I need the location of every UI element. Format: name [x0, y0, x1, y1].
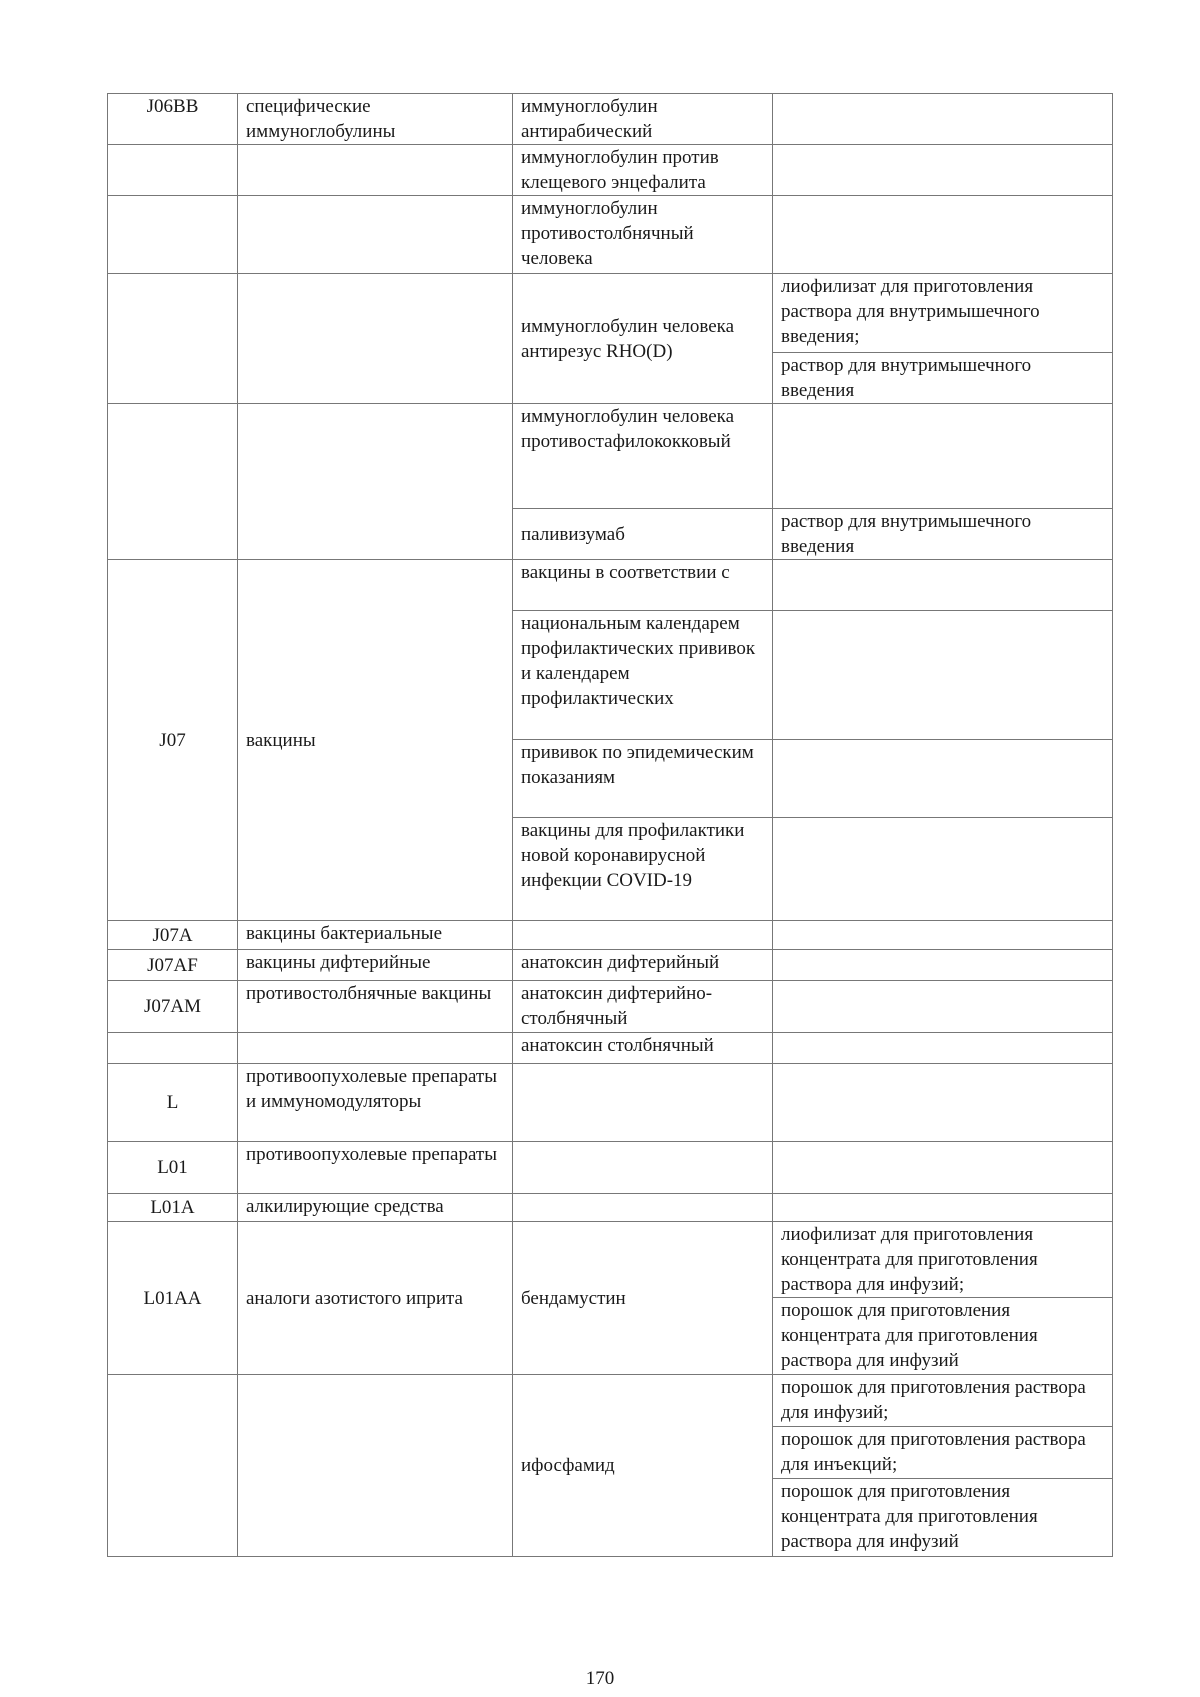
atc-code: J07A: [108, 921, 238, 950]
atc-code: L01A: [108, 1194, 238, 1222]
dosage-form: порошок для приготовления концентрата для приготовления раствора для инфузий: [773, 1479, 1113, 1557]
atc-group: специфические иммуноглобулины: [238, 94, 513, 145]
atc-group: [238, 404, 513, 560]
drug-name: анатоксин дифтерийный: [513, 950, 773, 981]
table-row: [108, 145, 1113, 196]
table-row: [108, 560, 1113, 611]
atc-code: [108, 1375, 238, 1557]
dosage-form: [773, 921, 1113, 950]
table-row: [108, 981, 1113, 1033]
dosage-form: лиофилизат для приготовления раствора для внутримышечного введения;: [773, 274, 1113, 353]
table-row: [108, 274, 1113, 353]
dosage-form: [773, 196, 1113, 274]
table-row: [108, 1033, 1113, 1064]
drug-name: паливизумаб: [513, 509, 773, 560]
drug-name: [513, 1142, 773, 1194]
drug-name: прививок по эпидемическим показаниям: [513, 740, 773, 818]
dosage-form: [773, 560, 1113, 611]
table-row: [108, 1222, 1113, 1298]
dosage-form: [773, 981, 1113, 1033]
dosage-form: [773, 145, 1113, 196]
table-row: [108, 1194, 1113, 1222]
dosage-form: лиофилизат для приготовления концентрата для приготовления раствора для инфузий;: [773, 1222, 1113, 1298]
table-row: [108, 1064, 1113, 1142]
drug-name: [513, 1194, 773, 1222]
drug-name: анатоксин дифтерийно-столбнячный: [513, 981, 773, 1033]
atc-group: вакцины дифтерийные: [238, 950, 513, 981]
dosage-form: [773, 1194, 1113, 1222]
atc-group: противоопухолевые препараты: [238, 1142, 513, 1194]
table-row: [108, 921, 1113, 950]
dosage-form: [773, 1064, 1113, 1142]
table-row: [108, 1142, 1113, 1194]
dosage-form: порошок для приготовления раствора для инфузий;: [773, 1375, 1113, 1427]
atc-code: J07AM: [108, 981, 238, 1033]
drug-name: иммуноглобулин противостолбнячный человека: [513, 196, 773, 274]
dosage-form: [773, 818, 1113, 921]
atc-group: противостолбнячные вакцины: [238, 981, 513, 1033]
atc-group: [238, 196, 513, 274]
dosage-form: [773, 611, 1113, 740]
dosage-form: раствор для внутримышечного введения: [773, 353, 1113, 404]
drug-name: бендамустин: [513, 1222, 773, 1375]
drug-name: иммуноглобулин человека антирезус RHO(D): [513, 274, 773, 404]
drug-list-table: [107, 93, 1113, 1557]
table-row: [108, 404, 1113, 509]
drug-name: иммуноглобулин против клещевого энцефалита: [513, 145, 773, 196]
atc-code: [108, 1033, 238, 1064]
atc-code: [108, 145, 238, 196]
atc-code: J07: [108, 560, 238, 921]
drug-name: вакцины для профилактики новой коронавирусной инфекции COVID-19: [513, 818, 773, 921]
table-row: [108, 196, 1113, 274]
drug-name: иммуноглобулин человека противостафилококковый: [513, 404, 773, 509]
page-number: 170: [585, 1668, 615, 1689]
drug-name: иммуноглобулин антирабический: [513, 94, 773, 145]
dosage-form: раствор для внутримышечного введения: [773, 509, 1113, 560]
atc-code: J07AF: [108, 950, 238, 981]
atc-code: J06BB: [108, 94, 238, 145]
atc-group: противоопухолевые препараты и иммуномодуляторы: [238, 1064, 513, 1142]
drug-name: [513, 1064, 773, 1142]
dosage-form: [773, 740, 1113, 818]
atc-group: [238, 274, 513, 404]
dosage-form: [773, 950, 1113, 981]
atc-group: алкилирующие средства: [238, 1194, 513, 1222]
table-row: [108, 950, 1113, 981]
atc-code: [108, 196, 238, 274]
atc-group: аналоги азотистого иприта: [238, 1222, 513, 1375]
atc-code: L01AA: [108, 1222, 238, 1375]
dosage-form: [773, 1033, 1113, 1064]
atc-group: вакцины: [238, 560, 513, 921]
dosage-form: порошок для приготовления раствора для инъекций;: [773, 1427, 1113, 1479]
drug-name: вакцины в соответствии с: [513, 560, 773, 611]
atc-group: [238, 1375, 513, 1557]
drug-name: национальным календарем профилактических прививок и календарем профилактических: [513, 611, 773, 740]
atc-code: L01: [108, 1142, 238, 1194]
drug-name: анатоксин столбнячный: [513, 1033, 773, 1064]
drug-name: ифосфамид: [513, 1375, 773, 1557]
atc-group: [238, 145, 513, 196]
atc-code: L: [108, 1064, 238, 1142]
dosage-form: [773, 404, 1113, 509]
dosage-form: [773, 1142, 1113, 1194]
drug-name: [513, 921, 773, 950]
atc-code: [108, 274, 238, 404]
table-row: [108, 1375, 1113, 1427]
atc-code: [108, 404, 238, 560]
dosage-form: [773, 94, 1113, 145]
atc-group: [238, 1033, 513, 1064]
dosage-form: порошок для приготовления концентрата для приготовления раствора для инфузий: [773, 1298, 1113, 1375]
table-row: [108, 94, 1113, 145]
atc-group: вакцины бактериальные: [238, 921, 513, 950]
